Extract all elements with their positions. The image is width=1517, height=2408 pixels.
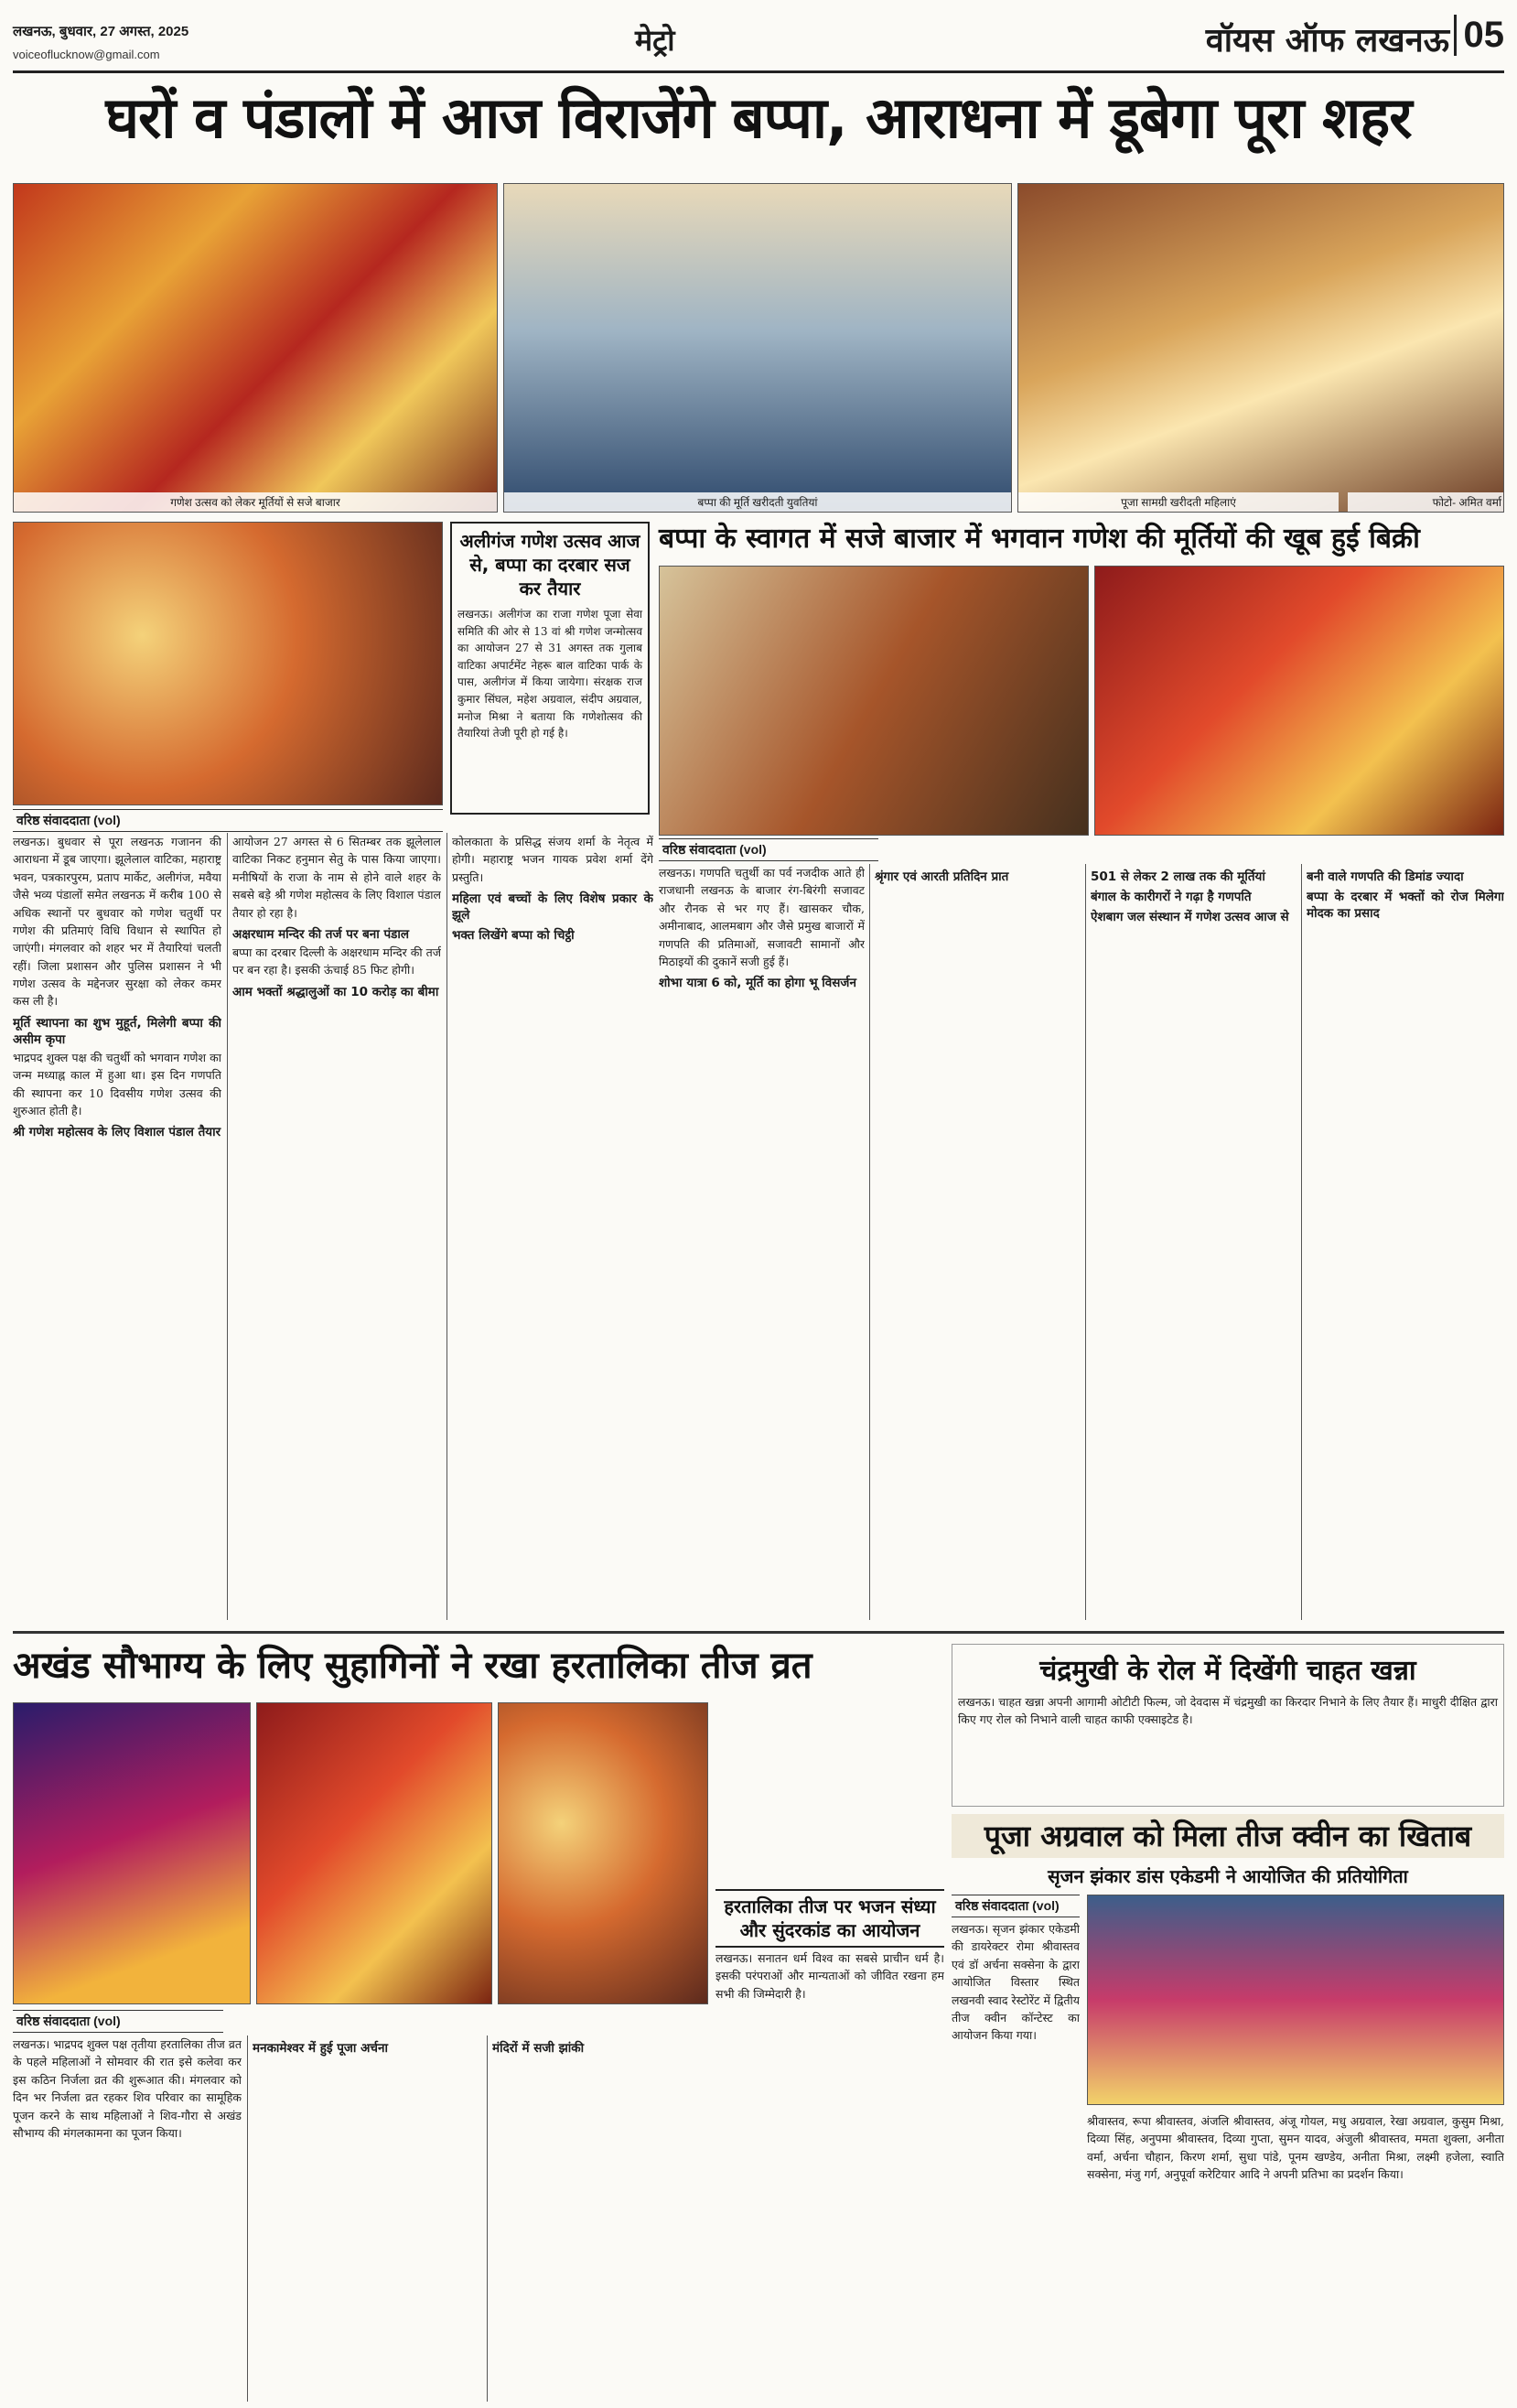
lead-body-col1: [13, 833, 221, 1620]
newspaper-brand: वॉयस ऑफ लखनऊ: [1205, 21, 1449, 59]
column-divider: [227, 833, 228, 1620]
lead-subhead: 501 से लेकर 2 लाख तक की मूर्तियां: [1091, 869, 1265, 884]
teej-sub-box: [715, 1889, 944, 1948]
teej-photo-2: [256, 1702, 492, 2004]
teej-subhead: मनकामेश्वर में हुई पूजा अर्चना: [253, 2041, 388, 2056]
lead-subhead: श्रृंगार एवं आरती प्रतिदिन प्रात: [875, 869, 1009, 884]
photo-credit: फोटो- अमित वर्मा: [1348, 492, 1503, 512]
lead-body-col3: [452, 833, 653, 1620]
agrawal-body-text: लखनऊ। सृजन झंकार एकेडमी की डायरेक्टर रोमा श्रीवास्तव एवं डॉ अर्चना सक्सेना के द्वारा आयोजित विस्तार स्थित लखनवी स्वाद रेस्टोरेंट में द्वितीय तीज क्वीन कॉन्टेस्ट का आयोजन किया गया।: [952, 1922, 1080, 2043]
column-divider: [1301, 864, 1302, 1620]
teej-body-col3: [492, 2035, 708, 2402]
lead-body-text: आयोजन 27 अगस्त से 6 सितम्बर तक झूलेलाल वाटिका निकट हनुमान सेतु के पास किया जाएगा। मनीषियों के राजा के नाम से होने वाले शहर के सबसे बड़े श्री गणेश महोत्सव के लिए विशाल पंडाल तैयार हो रहा है।: [232, 835, 441, 920]
lead-subhead: ऐशबाग जल संस्थान में गणेश उत्सव आज से: [1091, 910, 1289, 924]
column-divider: [247, 2035, 248, 2402]
lead-body-col2: [232, 833, 441, 1620]
lead-photo-1: [13, 183, 498, 513]
agrawal-photo: [1087, 1895, 1504, 2105]
teej-headline: अखंड सौभाग्य के लिए सुहागिनों ने रखा हरतालिका तीज व्रत: [13, 1645, 812, 1687]
bazaar-photo-2: [1094, 566, 1504, 836]
section-rule: [13, 1631, 1504, 1634]
bazaar-body-col2: [875, 864, 1081, 1620]
teej-body-text: लखनऊ। भाद्रपद शुक्ल पक्ष तृतीया हरतालिका तीज व्रत के पहले महिलाओं ने सोमवार की रात इसे कलेवा कर इस कठिन निर्जला व्रत की शुरूआत की। मंगलवार को दिन भर निर्जला व्रत रहकर शिव परिवार का सामूहिक पूजन करने के साथ महिलाओं ने शिव-गौरा से अखंड सौभाग्य की मंगलकामना का पूजन किया।: [13, 2037, 242, 2140]
teej-sub1-text: लखनऊ। सनातन धर्म विश्व का सबसे प्राचीन धर्म है। इसकी परंपराओं और मान्यताओं को जीवित रखना हम सभी की जिम्मेदारी है।: [715, 1951, 944, 2001]
lead-byline: वरिष्ठ संवाददाता (vol): [13, 809, 443, 832]
khanna-box: [952, 1644, 1504, 1807]
lead-subhead: महिला एवं बच्चों के लिए विशेष प्रकार के झूले: [452, 891, 653, 923]
lead-photo-2: [503, 183, 1012, 513]
idols-photo: [13, 522, 443, 805]
column-divider: [1085, 864, 1086, 1620]
agrawal-names-text: श्रीवास्तव, रूपा श्रीवास्तव, अंजलि श्रीवास्तव, अंजू गोयल, मधु अग्रवाल, रेखा अग्रवाल, कुसुम मिश्रा, दिव्या सिंह, अनुपमा श्रीवास्तव, दिव्या गुप्ता, सुमन यादव, अंजुली श्रीवास्तव, ममता शुक्ला, अनीता वर्मा, अर्चना चौहान, किरण शर्मा, सुधा पांडे, पूनम खण्डेय, अनीता मिश्रा, लक्ष्मी हजेला, स्वाति सक्सेना, मंजु गर्ग, अनुपूर्वा करेटियार आदि ने अपनी प्रतिभा का प्रदर्शन किया।: [1087, 2114, 1504, 2182]
masthead: [13, 9, 1504, 73]
agrawal-subhead: सृजन झंकार डांस एकेडमी ने आयोजित की प्रतियोगिता: [1048, 1865, 1408, 1887]
bazaar-body-col3: [1091, 864, 1296, 1620]
column-divider: [446, 833, 447, 1620]
page-number: 05: [1454, 15, 1505, 56]
photo-caption: गणेश उत्सव को लेकर मूर्तियों से सजे बाजार: [14, 492, 497, 512]
khanna-body: लखनऊ। चाहत खन्ना अपनी आगामी ओटीटी फिल्म, जो देवदास में चंद्रमुखी का किरदार निभाने के लिए तैयार हैं। माधुरी दीक्षित द्वारा किए गए रोल को निभाने वाली चाहत काफी एक्साइटेड है।: [958, 1695, 1498, 1727]
contact-email[interactable]: voiceoflucknow@gmail.com: [13, 48, 160, 61]
teej-photo-1: [13, 1702, 251, 2004]
column-divider: [869, 864, 870, 1620]
aliganj-headline: अलीगंज गणेश उत्सव आज से, बप्पा का दरबार सज कर तैयार: [459, 530, 640, 599]
teej-byline: वरिष्ठ संवाददाता (vol): [13, 2010, 223, 2033]
column-divider: [487, 2035, 488, 2402]
teej-photo-3: [498, 1702, 708, 2004]
lead-body-text: भाद्रपद शुक्ल पक्ष की चतुर्थी को भगवान गणेश का जन्म मध्याह्न काल में हुआ था। इस दिन गणपति की स्थापना कर 10 दिवसीय गणेश उत्सव की शुरुआत होती है।: [13, 1050, 221, 1118]
lead-body-text: लखनऊ। बुधवार से पूरा लखनऊ गजानन की आराधना में डूब जाएगा। झूलेलाल वाटिका, महाराष्ट्र भवन, पत्रकारपुरम, प्रताप मार्केट, अलीगंज, मवैया जैसे भव्य पंडालों समेत लखनऊ में करीब 100 से अधिक स्थानों पर बुधवार को गणेश चतुर्थी पर गणेश की प्रतिमाएं विधि विधान से स्थापित हो जाएंगी। मंगलवार को शहर भर में तैयारियां चलती रहीं। जिला प्रशासन और पुलिस प्रशासन ने भी गणेश उत्सव के मद्देनजर सुरक्षा को लेकर कमर कस ली है।: [13, 835, 221, 1009]
khanna-headline: चंद्रमुखी के रोल में दिखेंगी चाहत खन्ना: [1039, 1655, 1416, 1687]
teej-body-col2: [253, 2035, 481, 2402]
teej-body-col1: [13, 2035, 242, 2402]
bazaar-headline: बप्पा के स्वागत में सजे बाजार में भगवान गणेश की मूर्तियों की खूब हुई बिक्री: [659, 523, 1420, 555]
photo-caption: बप्पा की मूर्ति खरीदती युवतियां: [504, 492, 1011, 512]
agrawal-body-col1: [952, 1920, 1080, 2402]
bazaar-body-col1: [659, 864, 865, 1620]
agrawal-headline: पूजा अग्रवाल को मिला तीज क्वीन का खिताब: [952, 1814, 1504, 1858]
lead-subhead: आम भक्तों श्रद्धालुओं का 10 करोड़ का बीमा: [232, 984, 439, 999]
agrawal-body-col2: [1087, 2112, 1504, 2402]
lead-subhead: भक्त लिखेंगे बप्पा को चिट्ठी: [452, 928, 575, 944]
lead-subhead: बप्पा के दरबार में भक्तों को रोज मिलेगा मोदक का प्रसाद: [1307, 890, 1504, 921]
teej-sub1-body: [715, 1949, 944, 2402]
aliganj-body: लखनऊ। अलीगंज का राजा गणेश पूजा सेवा समिति की ओर से 13 वां श्री गणेश जन्मोत्सव का आयोजन 27 से 31 अगस्त तक गुलाब वाटिका अपार्टमेंट नेहरू बाल वाटिका पार्क के पास, अलीगंज में किया जायेगा। संरक्षक राज कुमार सिंघल, महेश अग्रवाल, संदीप अग्रवाल, मनोज मिश्रा ने बताया कि गणेशोत्सव की तैयारियां तेजी पूरी हो गई है।: [457, 608, 642, 740]
agrawal-byline: वरिष्ठ संवाददाता (vol): [952, 1895, 1080, 1917]
photo-caption: पूजा सामग्री खरीदती महिलाएं: [1018, 492, 1339, 512]
aliganj-box: [450, 522, 650, 815]
lead-subhead: बंगाल के कारीगरों ने गढ़ा है गणपति: [1091, 890, 1252, 904]
bazaar-body-col4: [1307, 864, 1504, 1620]
lead-subhead: मूर्ति स्थापना का शुभ मुहूर्त, मिलेगी बप्पा की असीम कृपा: [13, 1015, 221, 1047]
lead-subhead: शोभा यात्रा 6 को, मूर्ति का होगा भू विसर्जन: [659, 976, 856, 991]
section-name: मेट्रो: [635, 23, 675, 58]
lead-body-text: कोलकाता के प्रसिद्ध संजय शर्मा के नेतृत्व में होगी। महाराष्ट्र भजन गायक प्रवेश शर्मा देंगे प्रस्तुति।: [452, 835, 653, 884]
lead-subhead: श्री गणेश महोत्सव के लिए विशाल पंडाल तैयार: [13, 1125, 221, 1140]
bazaar-body-text: लखनऊ। गणपति चतुर्थी का पर्व नजदीक आते ही राजधानी लखनऊ के बाजार रंग-बिरंगी सजावट और रौनक से भर गए हैं। खासकर चौक, अमीनाबाद, आलमबाग और जैसे प्रमुख बाजारों में गणपति की प्रतिमाओं, सजावटी सामानों और मिठाइयों की दुकानें सजी हुई हैं।: [659, 866, 865, 968]
lead-body-text: बप्पा का दरबार दिल्ली के अक्षरधाम मन्दिर की तर्ज पर बन रहा है। इसकी ऊंचाई 85 फिट होगी।: [232, 945, 441, 977]
lead-subhead: बनी वाले गणपति की डिमांड ज्यादा: [1307, 869, 1464, 884]
dateline: लखनऊ, बुधवार, 27 अगस्त, 2025: [13, 24, 189, 39]
teej-subhead: मंदिरों में सजी झांकी: [492, 2041, 585, 2056]
teej-sub1-headline: हरतालिका तीज पर भजन संध्या और सुंदरकांड का आयोजन: [724, 1895, 936, 1941]
lead-headline: घरों व पंडालों में आज विराजेंगे बप्पा, आराधना में डूबेगा पूरा शहर: [105, 84, 1412, 151]
bazaar-byline: वरिष्ठ संवाददाता (vol): [659, 838, 878, 861]
lead-photo-3: [1017, 183, 1504, 513]
lead-subhead: अक्षरधाम मन्दिर की तर्ज पर बना पंडाल: [232, 926, 410, 942]
bazaar-photo-1: [659, 566, 1089, 836]
